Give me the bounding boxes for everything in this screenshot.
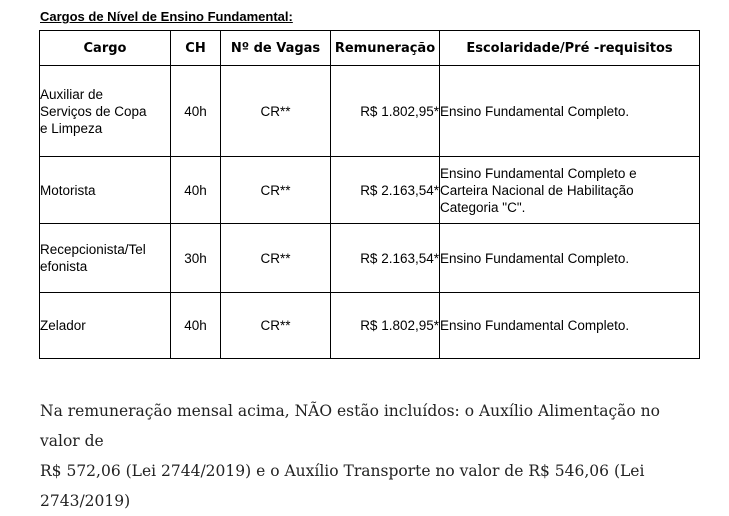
cell-vagas: CR** <box>221 157 331 224</box>
requisitos-line: Carteira Nacional de Habilitação <box>440 182 634 198</box>
table-row <box>40 293 700 359</box>
requisitos-line: Ensino Fundamental Completo. <box>440 103 630 119</box>
cell-ch: 40h <box>171 66 221 157</box>
note-line: 2743/2019) <box>40 492 131 510</box>
header-requisitos: Escolaridade/Pré -requisitos <box>440 31 700 66</box>
header-cargo: Cargo <box>40 31 171 66</box>
cargo-line: Auxiliar de <box>40 86 104 102</box>
requisitos-line: Ensino Fundamental Completo. <box>440 250 630 266</box>
cell-remuneracao: R$ 2.163,54* <box>331 157 440 224</box>
remuneration-note <box>40 396 700 516</box>
table-header-row <box>40 31 700 66</box>
cargo-line: efonista <box>40 259 88 274</box>
cell-ch: 30h <box>171 224 221 293</box>
cell-cargo <box>40 157 171 224</box>
cell-ch: 40h <box>171 157 221 224</box>
header-ch: CH <box>171 31 221 66</box>
table-row <box>40 157 700 224</box>
table-row <box>40 224 700 293</box>
cell-requisitos <box>440 293 700 359</box>
note-line: R$ 572,06 (Lei 2744/2019) e o Auxílio Transporte no valor de R$ 546,06 (Lei <box>40 462 645 480</box>
header-remuneracao: Remuneração <box>331 31 440 66</box>
cell-ch: 40h <box>171 293 221 359</box>
cell-vagas: CR** <box>221 293 331 359</box>
positions-table <box>39 30 700 359</box>
section-title: Cargos de Nível de Ensino Fundamental: <box>40 9 293 24</box>
note-line: Na remuneração mensal acima, NÃO estão incluídos: o Auxílio Alimentação no valor de <box>40 402 660 450</box>
table-row <box>40 66 700 157</box>
cell-remuneracao: R$ 1.802,95* <box>331 293 440 359</box>
requisitos-line: Ensino Fundamental Completo. <box>440 318 630 333</box>
cell-remuneracao: R$ 2.163,54* <box>331 224 440 293</box>
cell-requisitos <box>440 157 700 224</box>
cell-vagas: CR** <box>221 66 331 157</box>
cell-remuneracao: R$ 1.802,95* <box>331 66 440 157</box>
cargo-line: Serviços de Copa <box>40 103 147 119</box>
cell-cargo <box>40 293 171 359</box>
cargo-line: Motorista <box>40 182 96 198</box>
cell-cargo <box>40 224 171 293</box>
cell-vagas: CR** <box>221 224 331 293</box>
cargo-line: e Limpeza <box>40 120 103 136</box>
header-vagas: Nº de Vagas <box>221 31 331 66</box>
cell-cargo <box>40 66 171 157</box>
cargo-line: Zelador <box>40 318 86 333</box>
cell-requisitos <box>440 66 700 157</box>
requisitos-line: Categoria "C". <box>440 199 526 215</box>
requisitos-line: Ensino Fundamental Completo e <box>440 165 637 181</box>
cell-requisitos <box>440 224 700 293</box>
cargo-line: Recepcionista/Tel <box>40 242 146 257</box>
